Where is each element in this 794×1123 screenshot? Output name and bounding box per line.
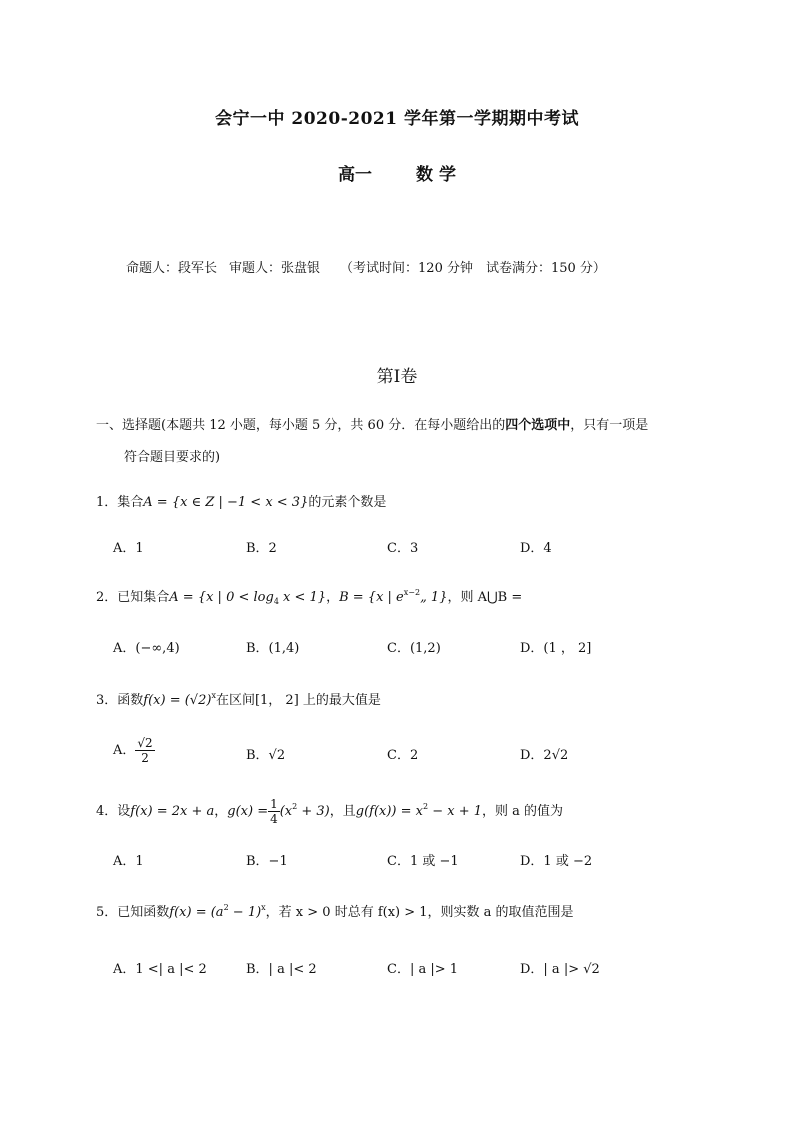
q1-option-a: A．1: [113, 541, 144, 556]
question-4: 4．设f(x) = 2x + a，g(x) = $\frac{1}{4}$ $(x^2 + 3)$，且$g(f(x)) = x^2 - x + 1$，则 a 的值为: [96, 797, 564, 826]
reviewer: 审题人：张盘银: [229, 261, 321, 276]
section-instructions-line2: 符合题目要求的): [124, 450, 221, 465]
volume-heading: 第Ⅰ卷: [376, 367, 418, 387]
q2-option-d: D．(1 ， 2]: [520, 641, 592, 656]
grade-label: 高一: [338, 165, 373, 185]
q5-option-d: D．| a |> √2: [520, 962, 600, 977]
question-5: 5．已知函数$f(x) = (a^2 - 1)^x$，若 x > 0 时总有 f(x) > 1，则实数 a 的取值范围是: [96, 903, 574, 920]
q5-option-c: C．| a |> 1: [387, 962, 459, 977]
exam-subtitle: [0, 160, 794, 185]
q2-option-a: A．(−∞,4): [113, 641, 180, 656]
question-1: 1．集合A = {x ∈ Z | −1 < x < 3}的元素个数是: [96, 495, 387, 510]
question-3: 3．函数$f(x) = (√2)^x$在区间[1， 2] 上的最大值是: [96, 691, 381, 708]
q1-option-b: B．2: [246, 541, 277, 556]
q3-option-c: C．2: [387, 748, 419, 763]
question-2: 2．已知集合A = {x | $0 < \log_4 x < 1$}，B = {x | $e^{x-2}„$ 1}，则 A⋃B =: [96, 588, 523, 606]
q2-option-b: B．(1,4): [246, 641, 300, 656]
q5-option-a: A．1 <| a |< 2: [113, 962, 207, 977]
exam-authors-line: [126, 257, 606, 276]
question-1-math: A = {x ∈ Z | −1 < x < 3}: [143, 495, 309, 510]
q4-fraction: $\frac{1}{4}$: [270, 797, 278, 826]
exam-info: （考试时间：120 分钟 试卷满分：150 分）: [340, 261, 606, 276]
q3-option-a-fraction: $\frac{√2}{2}$: [137, 736, 153, 765]
q1-option-c: C．3: [387, 541, 419, 556]
q3-option-a: A． $\frac{√2}{2}$: [113, 736, 153, 765]
q4-option-c: C．1 或 −1: [387, 854, 459, 869]
section-instructions-line1: 一、选择题(本题共 12 小题，每小题 5 分，共 60 分．在每小题给出的四个选项中，只有一项是: [96, 418, 649, 433]
q2-option-c: C．(1,2): [387, 641, 441, 656]
q1-option-d: D．4: [520, 541, 552, 556]
q4-option-a: A．1: [113, 854, 144, 869]
q4-option-d: D．1 或 −2: [520, 854, 593, 869]
q5-option-b: B．| a |< 2: [246, 962, 317, 977]
q4-option-b: B．−1: [246, 854, 288, 869]
q3-option-d: D．2√2: [520, 748, 569, 763]
exam-title: 会宁一中 2020-2021 学年第一学期期中考试: [214, 109, 580, 129]
subject-label: 数 学: [416, 165, 456, 185]
q3-option-b: B．√2: [246, 748, 286, 763]
setter: 命题人：段军长: [126, 261, 218, 276]
